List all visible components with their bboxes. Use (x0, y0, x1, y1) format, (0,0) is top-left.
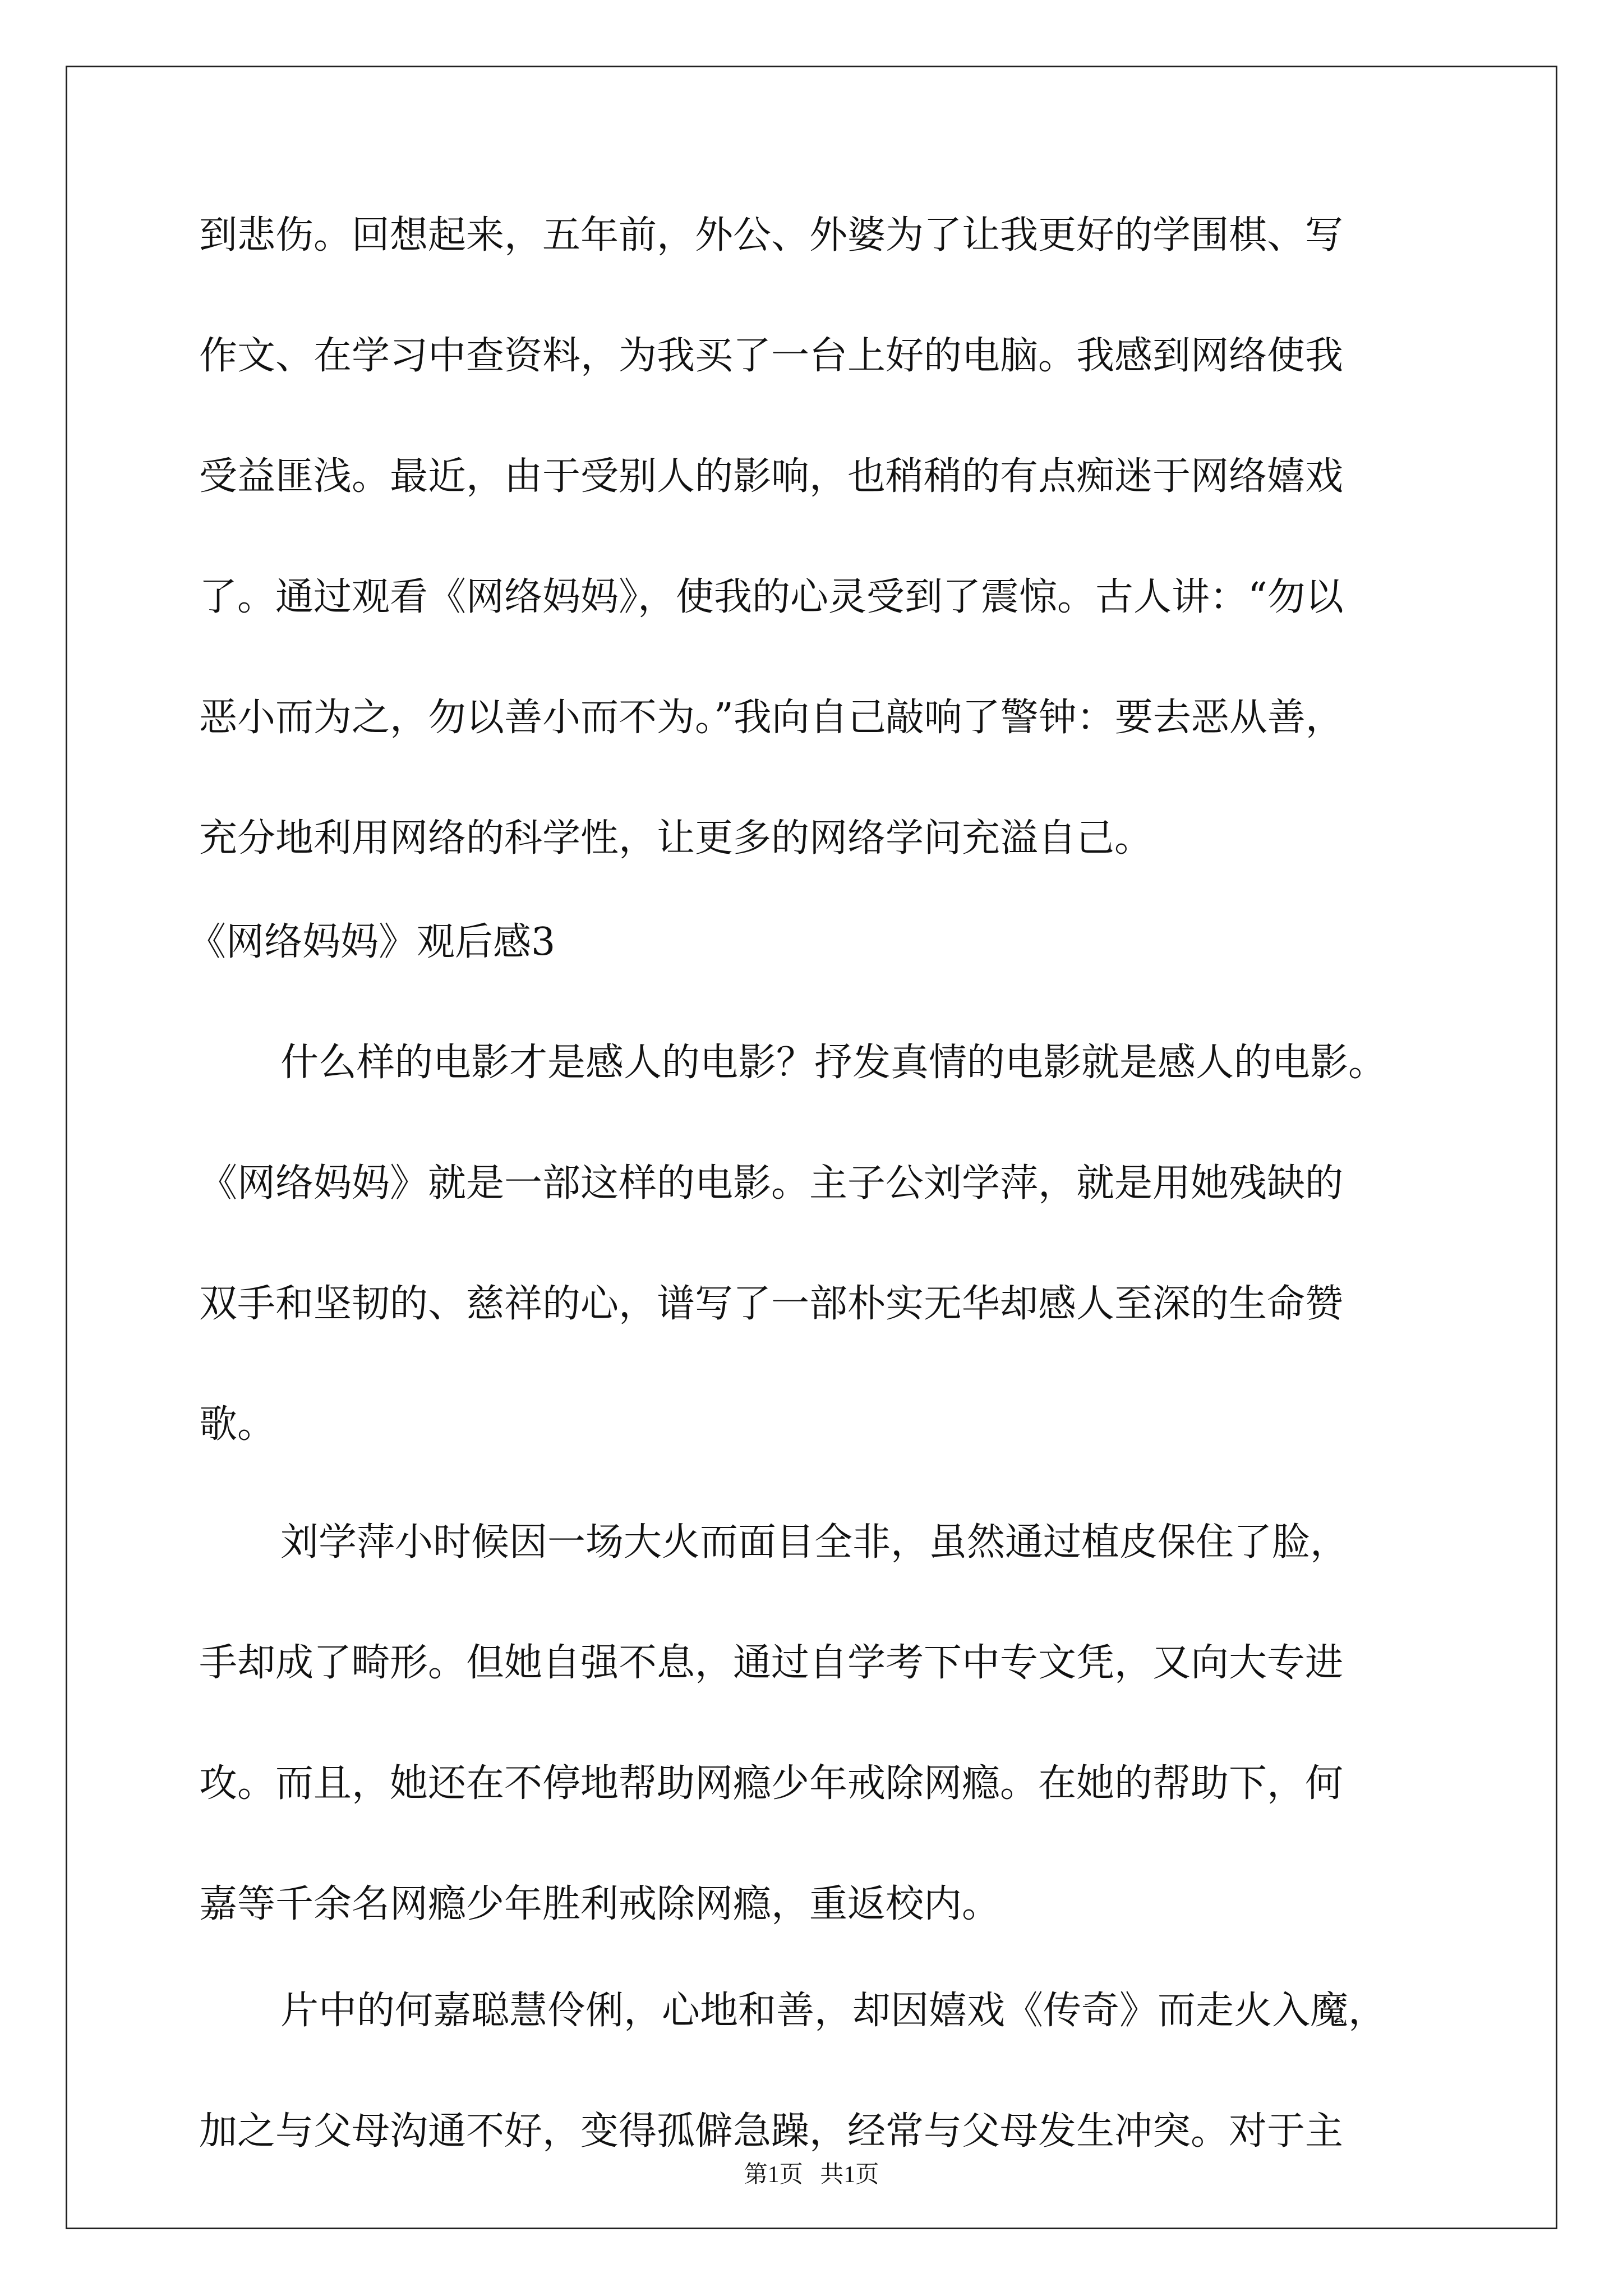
text-line: 充分地利用网络的科学性，让更多的网络学问充溢自己。 (199, 816, 1153, 861)
text-line: 作文、在学习中查资料，为我买了一台上好的电脑。我感到网络使我 (199, 334, 1344, 378)
paragraph-line: 什么样的电影才是感人的电影？抒发真情的电影就是感人的电影。 (280, 1041, 1387, 1085)
section-heading: 《网络妈妈》观后感3 (188, 920, 556, 964)
text-line: 了。通过观看《网络妈妈》，使我的心灵受到了震惊。古人讲：“勿以 (199, 575, 1344, 619)
paragraph-line: 《网络妈妈》就是一部这样的电影。主子公刘学萍，就是用她残缺的 (199, 1161, 1344, 1205)
paragraph-line: 攻。而且，她还在不停地帮助网瘾少年戒除网瘾。在她的帮助下，何 (199, 1761, 1344, 1806)
text-line: 到悲伤。回想起来，五年前，外公、外婆为了让我更好的学围棋、写 (199, 213, 1344, 257)
paragraph-line: 双手和坚韧的、慈祥的心，谱写了一部朴实无华却感人至深的生命赞 (199, 1282, 1344, 1326)
paragraph-line: 歌。 (199, 1402, 276, 1447)
paragraph-line: 加之与父母沟通不好，变得孤僻急躁，经常与父母发生冲突。对于主 (199, 2109, 1344, 2154)
paragraph-line: 刘学萍小时候因一场大火而面目全非，虽然通过植皮保住了脸， (280, 1520, 1349, 1565)
total-pages: 共1页 (820, 2162, 879, 2188)
paragraph-line: 嘉等千余名网瘾少年胜利戒除网瘾，重返校内。 (199, 1882, 1000, 1926)
page-number: 第1页 (744, 2162, 803, 2188)
paragraph-line: 手却成了畸形。但她自强不息，通过自学考下中专文凭，又向大专进 (199, 1641, 1344, 1685)
paragraph-line: 片中的何嘉聪慧伶俐，心地和善，却因嬉戏《传奇》而走火入魔， (280, 1989, 1387, 2033)
text-line: 恶小而为之，勿以善小而不为。”我向自己敲响了警钟：要去恶从善， (199, 696, 1344, 740)
page-footer (0, 2156, 1623, 2189)
text-line: 受益匪浅。最近，由于受别人的影响，也稍稍的有点痴迷于网络嬉戏 (199, 454, 1344, 499)
